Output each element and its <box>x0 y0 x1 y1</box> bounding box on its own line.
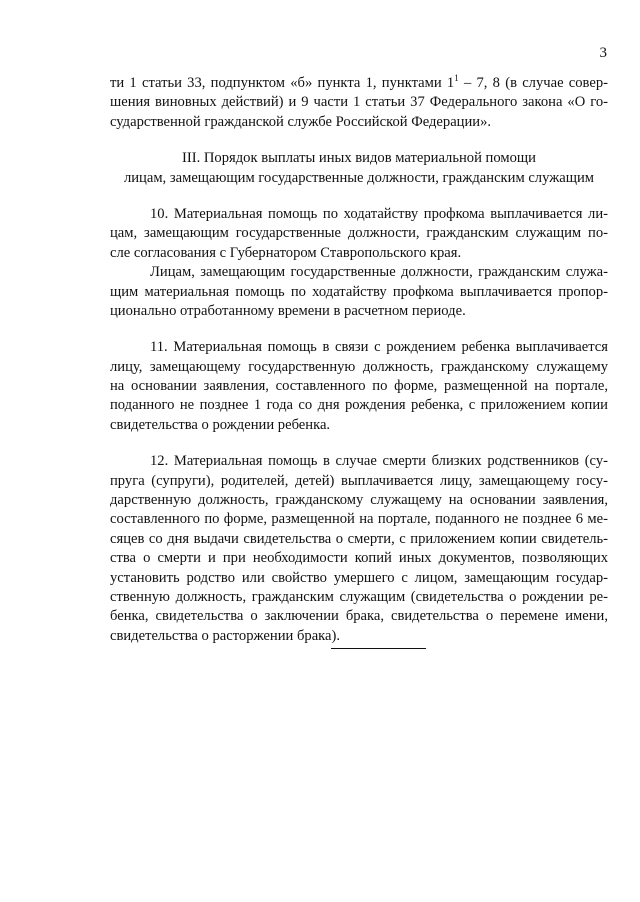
text-line: цам, замещающим государственные должности, гражданским служащим по- <box>110 225 608 242</box>
text-line: сударственной гражданской службе Российской Федерации». <box>110 113 492 130</box>
intro-text: ти 1 статьи 33, подпунктом «б» пункта 1, пунктами 1 <box>110 75 455 91</box>
text-line: на основании заявления, составленного по форме, размещенной на портале, <box>110 378 608 395</box>
text-line: шения виновных действий) и 9 части 1 статьи 37 Федерального закона «О го- <box>110 94 608 111</box>
text-line: 10. Материальная помощь по ходатайству профкома выплачивается ли- <box>150 205 608 222</box>
text-line: 12. Материальная помощь в случае смерти близких родственников (су- <box>150 453 608 470</box>
intro-text: – 7, 8 (в случае совер- <box>458 75 609 91</box>
text-line <box>110 74 608 93</box>
text-line: ственную должность, гражданским служащим (свидетельства о рождении ре- <box>110 588 608 605</box>
document-body <box>110 74 608 646</box>
text-line: ства о смерти и при необходимости копий иных документов, позволяющих <box>110 550 608 567</box>
text-line: дарственную должность, гражданскому служащему на основании заявления, <box>110 492 608 509</box>
heading-line: III. Порядок выплаты иных видов материальной помощи <box>182 150 536 167</box>
text-line: бенка, свидетельства о заключении брака, свидетельства о перемене имени, <box>110 608 608 625</box>
text-line: поданного не позднее 1 года со дня рождения ребенка, с приложением копии <box>110 397 608 414</box>
text-line: сле согласования с Губернатором Ставропольского края. <box>110 244 462 261</box>
paragraph-10 <box>110 205 608 263</box>
intro-paragraph <box>110 74 608 132</box>
paragraph-10-continued <box>110 263 608 321</box>
text-line: свидетельства о рождении ребенка. <box>110 416 331 433</box>
text-line: установить родство или свойство умершего с лицом, замещающим государ- <box>110 569 608 586</box>
heading-line: лицам, замещающим государственные должности, гражданским служащим <box>123 169 595 186</box>
text-line: щим материальная помощь по ходатайству профкома выплачивается пропор- <box>110 283 608 300</box>
paragraph-12 <box>110 452 608 646</box>
superscript: 1 <box>454 73 459 83</box>
text-line: лицу, замещающему государственную должность, гражданскому служащему <box>110 358 608 375</box>
page-number: 3 <box>599 45 607 61</box>
closing-rule <box>331 648 426 649</box>
text-line: свидетельства о расторжении брака). <box>110 627 341 644</box>
text-line: Лицам, замещающим государственные должности, гражданским служа- <box>150 264 608 281</box>
text-line: сяцев со дня выдачи свидетельства о смерти, с приложением копии свидетель- <box>110 530 608 547</box>
text-line: составленного по форме, размещенной на портале, поданного не позднее 6 ме- <box>110 511 608 528</box>
paragraph-11 <box>110 338 608 435</box>
text-line: ционально отработанному времени в расчетном периоде. <box>110 302 466 319</box>
section-heading <box>110 149 608 188</box>
text-line: пруга (супруги), родителей, детей) выплачивается лицу, замещающему госу- <box>110 472 608 489</box>
text-line: 11. Материальная помощь в связи с рождением ребенка выплачивается <box>150 339 608 356</box>
